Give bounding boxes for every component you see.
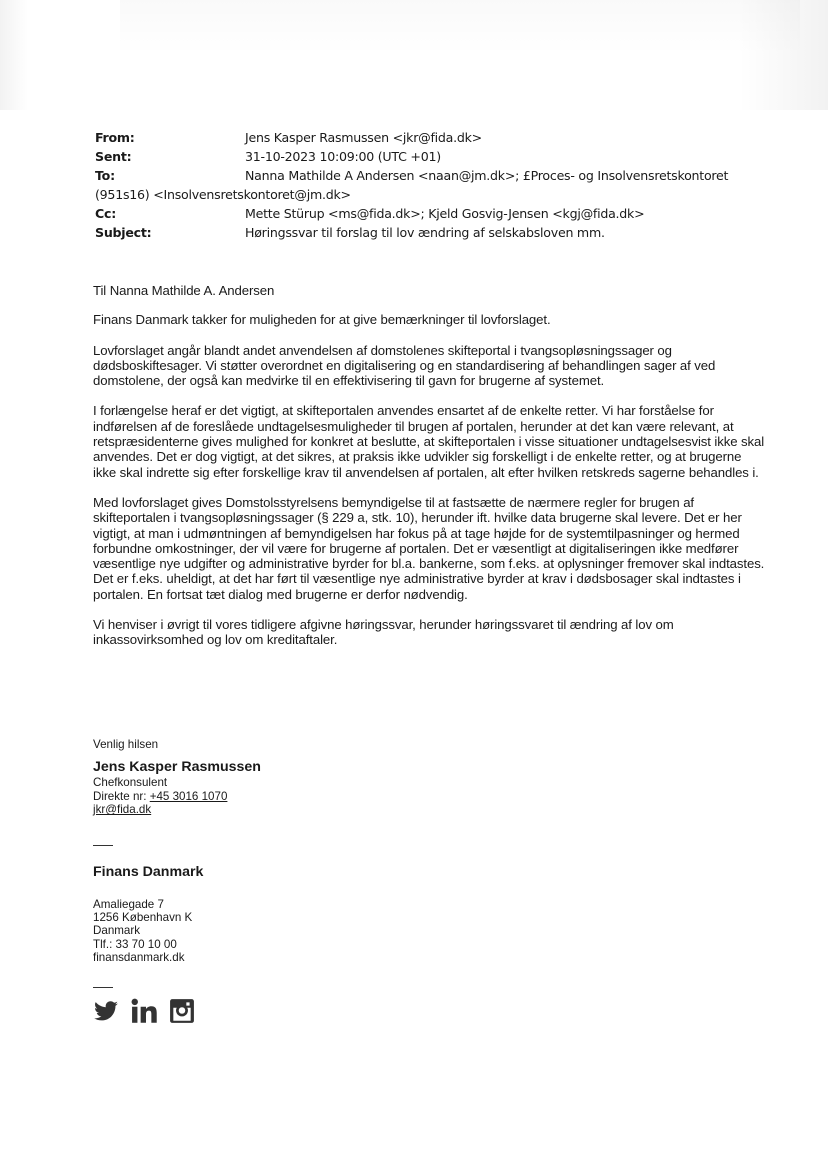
to-value-continued: (951s16) <Insolvensretskontoret@jm.dk> (95, 187, 351, 202)
sent-row (95, 147, 775, 166)
subject-label: Subject: (95, 225, 152, 240)
scan-artifact-right (738, 0, 828, 110)
signature-name: Jens Kasper Rasmussen (93, 759, 261, 776)
sent-value: 31-10-2023 10:09:00 (UTC +01) (245, 149, 441, 164)
sent-label: Sent: (95, 149, 132, 164)
social-divider (93, 987, 113, 988)
body-paragraph-2: Lovforslaget angår blandt andet anvendelsen af domstolenes skifteportal i tvangsopløsningssager og dødsboskiftesager. Vi støtter overordnet en digitalisering og en standardisering af behandlingen sager af ved domstolene, der også kan medvirke til en effektivisering til gavn for brugerne af systemet. (93, 342, 716, 389)
subject-value: Høringssvar til forslag til lov ændring af selskabsloven mm. (245, 225, 605, 240)
signature-phone-label: Direkte nr: (93, 789, 150, 803)
linkedin-icon[interactable] (131, 998, 157, 1024)
greeting: Til Nanna Mathilde A. Andersen (93, 283, 275, 298)
to-label: To: (95, 168, 115, 183)
cc-value: Mette Stürup <ms@fida.dk>; Kjeld Gosvig-Jensen <kgj@fida.dk> (245, 206, 645, 221)
body-paragraph-4: Med lovforslaget gives Domstolsstyrelsens bemyndigelse til at fastsætte de nærmere regler for brugen af skifteportalen i tvangsopløsningssager (§ 229 a, stk. 10), herunder ift. hvilke data brugerne skal levere. Det er her vigtigt, at man i udmøntningen af bemyndigelsen har fokus på at tage højde for de systemtilpasninger og hermed forbundne omkostninger, der vil være for brugerne af portalen. Det er væsentligt at digitaliseringen ikke medfører væsentlige nye udgifter og administrative byrder for bl.a. bankerne, som f.eks. at oplysninger fremover skal indtastes. Det er f.eks. uheldigt, at det har ført til væsentlige nye administrative byrder at krav i dødsbosager skal indtastes i portalen. En fortsat tæt dialog med brugerne er derfor nødvendig. (93, 494, 765, 602)
cc-row (95, 204, 775, 223)
twitter-icon[interactable] (93, 998, 119, 1024)
from-label: From: (95, 130, 135, 145)
email-signature (93, 738, 393, 1024)
company-phone: Tlf.: 33 70 10 00 (93, 937, 177, 951)
scan-artifact-left (0, 0, 28, 110)
signature-divider (93, 845, 113, 846)
cc-label: Cc: (95, 206, 116, 221)
signature-phone-link[interactable]: +45 3016 1070 (149, 789, 228, 803)
email-header (95, 128, 775, 242)
signature-closing: Venlig hilsen (93, 738, 159, 751)
email-body (93, 283, 765, 663)
instagram-icon[interactable] (169, 998, 195, 1024)
address-country: Danmark (93, 924, 141, 938)
from-value: Jens Kasper Rasmussen <jkr@fida.dk> (245, 130, 482, 145)
signature-title: Chefkonsulent (93, 776, 168, 790)
signature-email-row (93, 803, 393, 816)
body-paragraph-3: I forlængelse heraf er det vigtigt, at skifteportalen anvendes ensartet af de enkelte retter. Vi har forståelse for indførelsen af de foreslåede undtagelsesmuligheder til brugen af portalen, herunder at det kan være relevant, at retspræsidenterne gives mulighed for konkret at beslutte, at skifteportalen i visse situationer undtagelsesvist ikke skal anvendes. Det er dog vigtigt, at det sikres, at praksis ikke udvikler sig forskelligt i de enkelte retter, og at brugerne ikke skal indrette sig efter forskellige krav til anvendelsen af portalen, alt efter hvilken retskreds sagerne behandles i. (93, 403, 765, 480)
from-row (95, 128, 775, 147)
body-paragraph-5: Vi henviser i øvrigt til vores tidligere afgivne høringssvar, herunder høringssvaret til ændring af lov om inkassovirksomhed og lov om kreditaftaler. (93, 617, 674, 648)
to-value: Nanna Mathilde A Andersen <naan@jm.dk>; £Proces- og Insolvensretskontoret (245, 168, 729, 183)
signature-email-link[interactable]: jkr@fida.dk (93, 803, 152, 817)
signature-company: Finans Danmark (93, 863, 204, 880)
scan-artifact-top (120, 0, 800, 55)
address-city: 1256 København K (93, 911, 193, 925)
to-row (95, 166, 775, 185)
signature-phone-row (93, 790, 393, 803)
social-links (93, 998, 393, 1024)
body-paragraph-1: Finans Danmark takker for muligheden for at give bemærkninger til lovforslaget. (93, 312, 551, 328)
company-website: finansdanmark.dk (93, 951, 185, 965)
address-street: Amaliegade 7 (93, 897, 164, 911)
subject-row (95, 223, 775, 242)
